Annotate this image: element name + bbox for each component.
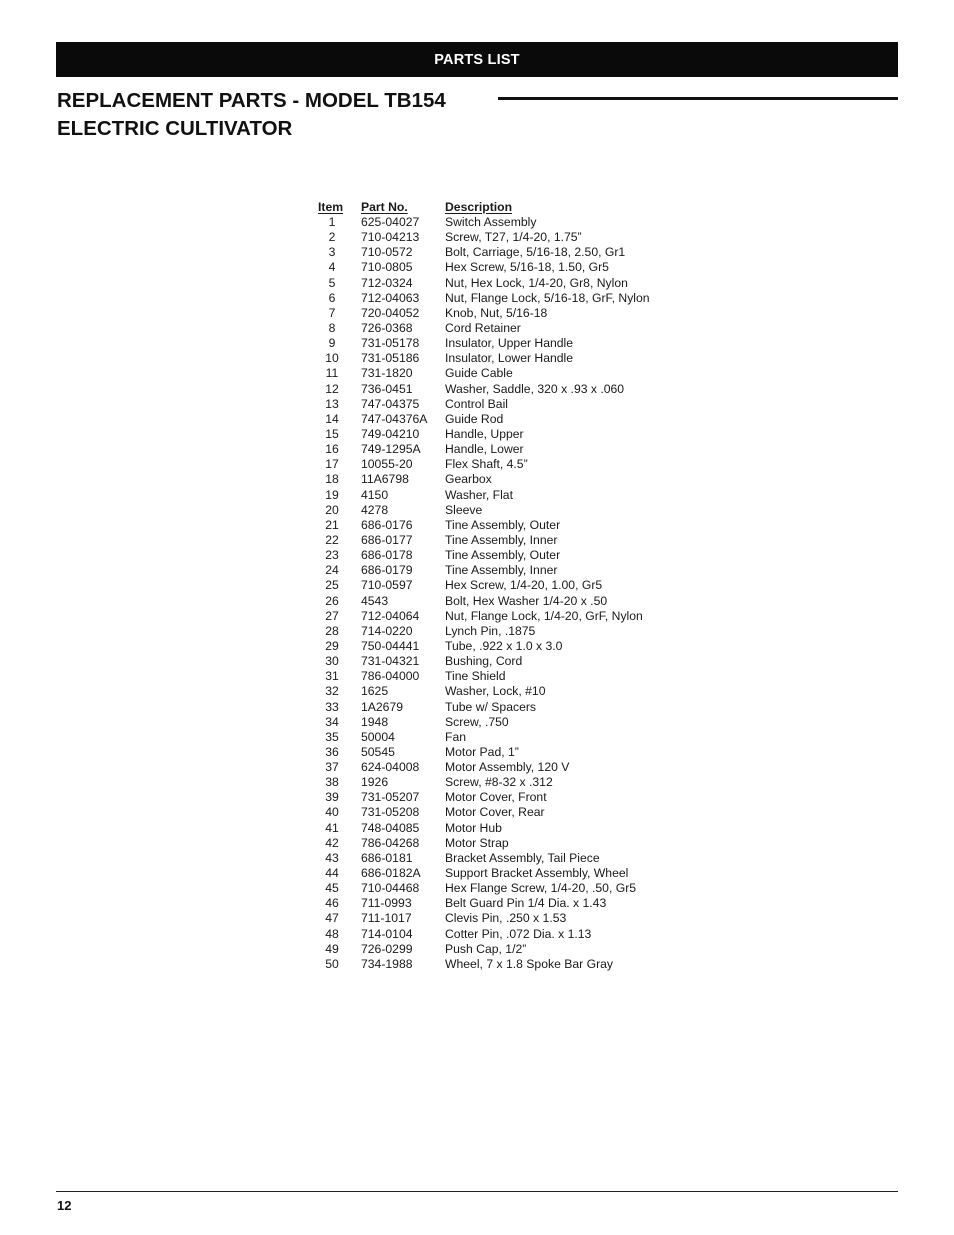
part-no-cell: 686-0176 (361, 517, 413, 532)
description-cell: Bolt, Hex Washer 1/4-20 x .50 (445, 593, 608, 608)
part-no-cell: 731-05186 (361, 351, 420, 366)
table-row (318, 366, 685, 381)
description-cell: Guide Rod (445, 411, 504, 426)
description-cell: Tine Assembly, Outer (445, 548, 561, 563)
part-no-cell: 1948 (361, 714, 389, 729)
table-row (318, 518, 685, 533)
description-cell: Screw, .750 (445, 714, 509, 729)
item-cell: 49 (325, 941, 339, 956)
description-cell: Insulator, Upper Handle (445, 336, 574, 351)
description-cell: Handle, Upper (445, 426, 524, 441)
part-no-cell: 720-04052 (361, 305, 420, 320)
title-divider (498, 97, 898, 100)
part-no-cell: 686-0179 (361, 563, 413, 578)
table-row (318, 836, 685, 851)
table-row (318, 927, 685, 942)
parts-table-body (318, 215, 685, 972)
table-row (318, 412, 685, 427)
table-row (318, 669, 685, 684)
item-cell: 41 (325, 820, 339, 835)
part-no-cell: 710-0805 (361, 260, 413, 275)
item-cell: 43 (325, 850, 339, 865)
footer-divider (56, 1191, 898, 1192)
table-row (318, 488, 685, 503)
page-title-line-1: REPLACEMENT PARTS - MODEL TB154 (57, 89, 446, 112)
table-row (318, 821, 685, 836)
item-cell: 7 (328, 305, 336, 320)
part-no-cell: 731-1820 (361, 366, 413, 381)
section-header-label: PARTS LIST (434, 51, 520, 68)
item-cell: 29 (325, 638, 339, 653)
item-cell: 22 (325, 532, 339, 547)
parts-table (318, 199, 685, 972)
description-cell: Push Cap, 1/2” (445, 941, 527, 956)
part-no-cell: 712-0324 (361, 275, 413, 290)
table-row (318, 215, 685, 230)
description-cell: Cotter Pin, .072 Dia. x 1.13 (445, 926, 592, 941)
table-row (318, 291, 685, 306)
table-row (318, 745, 685, 760)
item-cell: 1 (328, 215, 336, 229)
part-no-cell: 4543 (361, 593, 389, 608)
item-cell: 31 (325, 669, 339, 684)
description-cell: Support Bracket Assembly, Wheel (445, 866, 629, 881)
header-item: Item (318, 200, 344, 214)
table-row (318, 760, 685, 775)
description-cell: Hex Screw, 5/16-18, 1.50, Gr5 (445, 260, 609, 275)
description-cell: Nut, Hex Lock, 1/4-20, Gr8, Nylon (445, 275, 628, 290)
description-cell: Tine Shield (445, 669, 506, 684)
part-no-cell: 712-04063 (361, 290, 420, 305)
description-cell: Screw, T27, 1/4-20, 1.75” (445, 230, 582, 245)
part-no-cell: 731-04321 (361, 654, 420, 669)
part-no-cell: 4150 (361, 487, 389, 502)
table-row (318, 351, 685, 366)
item-cell: 37 (325, 760, 339, 775)
part-no-cell: 726-0368 (361, 320, 413, 335)
part-no-cell: 747-04375 (361, 396, 420, 411)
table-row (318, 382, 685, 397)
item-cell: 47 (325, 911, 339, 926)
table-row (318, 881, 685, 896)
part-no-cell: 712-04064 (361, 608, 420, 623)
table-row (318, 276, 685, 291)
description-cell: Clevis Pin, .250 x 1.53 (445, 911, 567, 926)
item-cell: 15 (325, 426, 339, 441)
item-cell: 24 (325, 563, 339, 578)
header-description: Description (445, 200, 513, 214)
item-cell: 36 (325, 744, 339, 759)
table-row (318, 563, 685, 578)
description-cell: Motor Cover, Rear (445, 805, 545, 820)
section-header-bar (56, 42, 898, 77)
part-no-cell: 686-0177 (361, 532, 413, 547)
page-number: 12 (57, 1198, 72, 1213)
parts-table-header (318, 199, 685, 215)
table-row (318, 911, 685, 926)
part-no-cell: 711-1017 (361, 911, 412, 926)
description-cell: Washer, Flat (445, 487, 513, 502)
description-cell: Insulator, Lower Handle (445, 351, 574, 366)
part-no-cell: 710-0597 (361, 578, 413, 593)
part-no-cell: 726-0299 (361, 941, 413, 956)
table-row (318, 336, 685, 351)
part-no-cell: 624-04008 (361, 760, 420, 775)
table-row (318, 457, 685, 472)
part-no-cell: 11A6798 (361, 472, 409, 487)
item-cell: 5 (328, 275, 336, 290)
table-row (318, 654, 685, 669)
item-cell: 46 (325, 896, 339, 911)
item-cell: 20 (325, 502, 339, 517)
table-row (318, 503, 685, 518)
table-row (318, 639, 685, 654)
item-cell: 40 (325, 805, 339, 820)
part-no-cell: 711-0993 (361, 896, 412, 911)
description-cell: Motor Assembly, 120 V (445, 760, 570, 775)
table-row (318, 942, 685, 957)
part-no-cell: 710-0572 (361, 245, 413, 260)
item-cell: 18 (325, 472, 339, 487)
part-no-cell: 50545 (361, 744, 395, 759)
part-no-cell: 4278 (361, 502, 389, 517)
description-cell: Guide Cable (445, 366, 513, 381)
table-row (318, 306, 685, 321)
item-cell: 9 (328, 336, 336, 351)
item-cell: 28 (325, 623, 339, 638)
description-cell: Washer, Saddle, 320 x .93 x .060 (445, 381, 625, 396)
description-cell: Hex Flange Screw, 1/4-20, .50, Gr5 (445, 881, 637, 896)
description-cell: Bracket Assembly, Tail Piece (445, 850, 600, 865)
description-cell: Nut, Flange Lock, 5/16-18, GrF, Nylon (445, 290, 650, 305)
table-row (318, 230, 685, 245)
item-cell: 44 (325, 866, 339, 881)
description-cell: Tine Assembly, Inner (445, 532, 558, 547)
item-cell: 33 (325, 699, 339, 714)
description-cell: Knob, Nut, 5/16-18 (445, 305, 548, 320)
item-cell: 26 (325, 593, 339, 608)
item-cell: 19 (325, 487, 339, 502)
table-row (318, 321, 685, 336)
part-no-cell: 731-05178 (361, 336, 420, 351)
part-no-cell: 749-04210 (361, 426, 420, 441)
description-cell: Tube, .922 x 1.0 x 3.0 (445, 638, 563, 653)
part-no-cell: 714-0220 (361, 623, 413, 638)
item-cell: 25 (325, 578, 339, 593)
item-cell: 50 (325, 956, 339, 971)
table-row (318, 896, 685, 911)
item-cell: 4 (328, 260, 336, 275)
part-no-cell: 50004 (361, 729, 395, 744)
item-cell: 30 (325, 654, 339, 669)
item-cell: 35 (325, 729, 339, 744)
table-row (318, 866, 685, 881)
item-cell: 21 (325, 517, 339, 532)
part-no-cell: 736-0451 (361, 381, 413, 396)
item-cell: 16 (325, 442, 339, 457)
item-cell: 34 (325, 714, 339, 729)
part-no-cell: 686-0178 (361, 548, 413, 563)
item-cell: 2 (328, 230, 336, 245)
description-cell: Switch Assembly (445, 215, 537, 229)
part-no-cell: 686-0181 (361, 850, 413, 865)
table-row (318, 805, 685, 820)
description-cell: Motor Hub (445, 820, 502, 835)
table-row (318, 442, 685, 457)
table-row (318, 609, 685, 624)
item-cell: 48 (325, 926, 339, 941)
table-row (318, 594, 685, 609)
part-no-cell: 747-04376A (361, 411, 428, 426)
part-no-cell: 750-04441 (361, 638, 420, 653)
description-cell: Control Bail (445, 396, 508, 411)
item-cell: 38 (325, 775, 339, 790)
item-cell: 17 (325, 457, 339, 472)
description-cell: Screw, #8-32 x .312 (445, 775, 553, 790)
description-cell: Fan (445, 729, 467, 744)
part-no-cell: 1A2679 (361, 699, 404, 714)
item-cell: 3 (328, 245, 336, 260)
part-no-cell: 749-1295A (361, 442, 421, 457)
description-cell: Tube w/ Spacers (445, 699, 536, 714)
description-cell: Lynch Pin, .1875 (445, 623, 536, 638)
table-row (318, 790, 685, 805)
description-cell: Tine Assembly, Outer (445, 517, 561, 532)
item-cell: 11 (325, 366, 339, 381)
table-row (318, 851, 685, 866)
table-row (318, 533, 685, 548)
part-no-cell: 710-04468 (361, 881, 420, 896)
table-row (318, 472, 685, 487)
description-cell: Wheel, 7 x 1.8 Spoke Bar Gray (445, 956, 613, 971)
table-row (318, 730, 685, 745)
item-cell: 23 (325, 548, 339, 563)
part-no-cell: 731-05207 (361, 790, 420, 805)
description-cell: Cord Retainer (445, 320, 521, 335)
table-row (318, 624, 685, 639)
table-row (318, 427, 685, 442)
item-cell: 13 (325, 396, 339, 411)
part-no-cell: 786-04000 (361, 669, 420, 684)
page-title-line-2: ELECTRIC CULTIVATOR (57, 117, 293, 140)
description-cell: Bolt, Carriage, 5/16-18, 2.50, Gr1 (445, 245, 626, 260)
part-no-cell: 714-0104 (361, 926, 413, 941)
description-cell: Tine Assembly, Inner (445, 563, 558, 578)
table-row (318, 548, 685, 563)
part-no-cell: 731-05208 (361, 805, 420, 820)
part-no-cell: 1625 (361, 684, 389, 699)
table-row (318, 578, 685, 593)
item-cell: 27 (325, 608, 339, 623)
table-row (318, 684, 685, 699)
table-row (318, 397, 685, 412)
part-no-cell: 10055-20 (361, 457, 413, 472)
item-cell: 42 (325, 835, 339, 850)
item-cell: 45 (325, 881, 339, 896)
item-cell: 6 (328, 290, 336, 305)
item-cell: 12 (325, 381, 339, 396)
item-cell: 32 (325, 684, 339, 699)
description-cell: Motor Strap (445, 835, 509, 850)
part-no-cell: 748-04085 (361, 820, 420, 835)
table-row (318, 700, 685, 715)
table-row (318, 715, 685, 730)
description-cell: Motor Cover, Front (445, 790, 547, 805)
description-cell: Belt Guard Pin 1/4 Dia. x 1.43 (445, 896, 607, 911)
part-no-cell: 786-04268 (361, 835, 420, 850)
part-no-cell: 625-04027 (361, 215, 420, 229)
item-cell: 10 (325, 351, 339, 366)
description-cell: Gearbox (445, 472, 492, 487)
table-row (318, 957, 685, 972)
part-no-cell: 1926 (361, 775, 389, 790)
part-no-cell: 686-0182A (361, 866, 421, 881)
page-title (57, 87, 446, 143)
description-cell: Handle, Lower (445, 442, 524, 457)
description-cell: Flex Shaft, 4.5” (445, 457, 528, 472)
table-row (318, 245, 685, 260)
description-cell: Bushing, Cord (445, 654, 523, 669)
part-no-cell: 710-04213 (361, 230, 420, 245)
description-cell: Motor Pad, 1” (445, 744, 519, 759)
item-cell: 39 (325, 790, 339, 805)
description-cell: Sleeve (445, 502, 483, 517)
description-cell: Washer, Lock, #10 (445, 684, 546, 699)
description-cell: Nut, Flange Lock, 1/4-20, GrF, Nylon (445, 608, 643, 623)
header-part-no: Part No. (361, 200, 408, 214)
table-row (318, 775, 685, 790)
item-cell: 8 (328, 320, 336, 335)
item-cell: 14 (325, 411, 339, 426)
description-cell: Hex Screw, 1/4-20, 1.00, Gr5 (445, 578, 603, 593)
table-row (318, 260, 685, 275)
part-no-cell: 734-1988 (361, 956, 413, 971)
